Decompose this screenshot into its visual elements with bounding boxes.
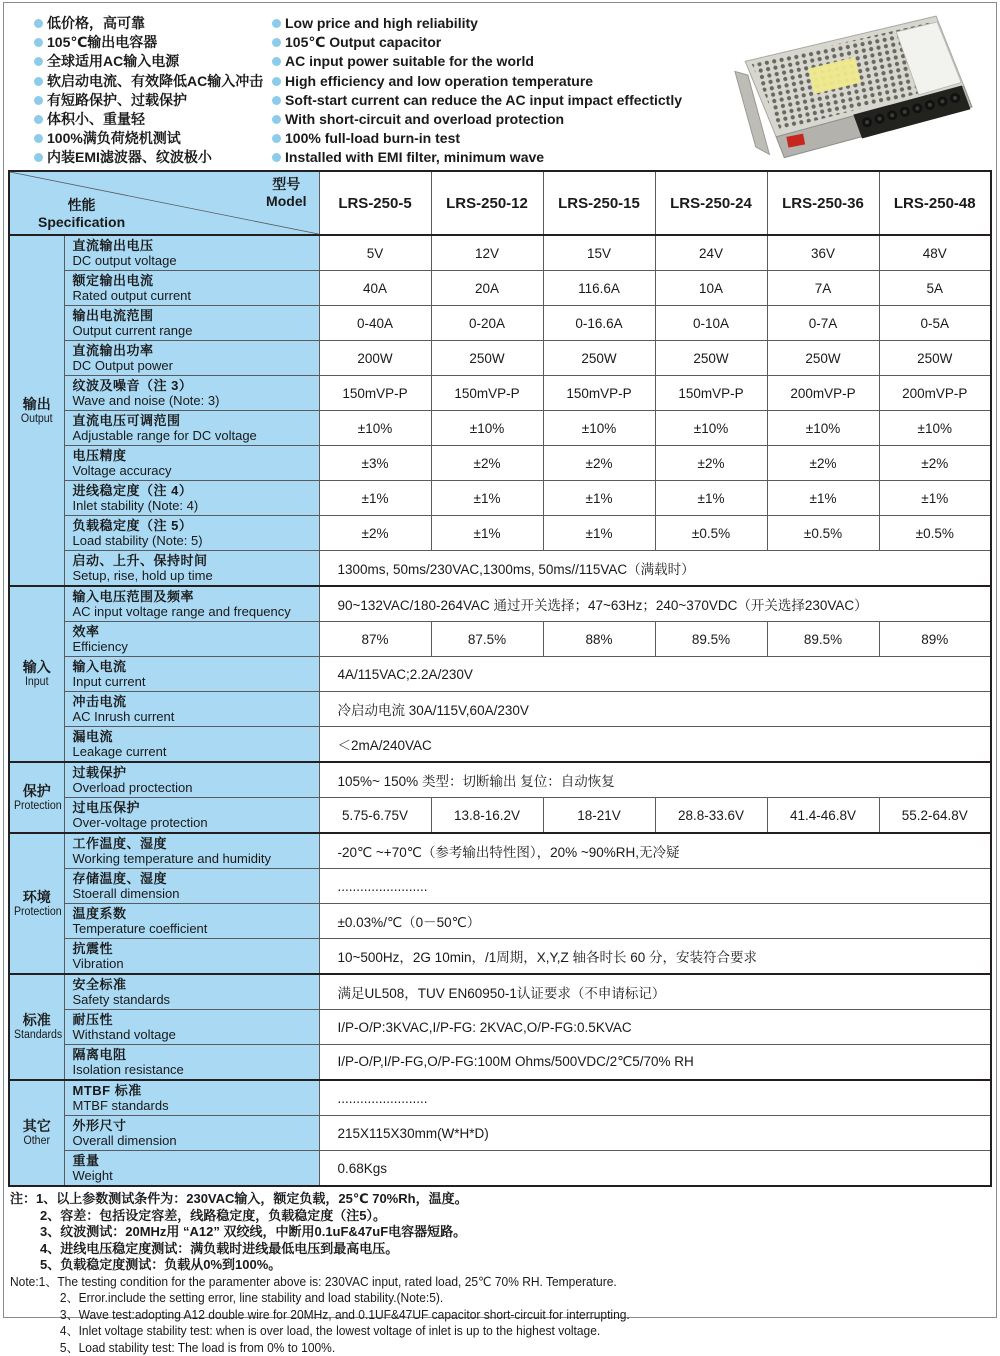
section-label — [9, 1080, 64, 1186]
row-label-zh: 耐压性 — [73, 1012, 315, 1027]
specification-table — [8, 170, 992, 1187]
spec-value: 200mVP-P — [879, 376, 991, 411]
note-line: 4、进线电压稳定度测试：满负载时进线最低电压到最高电压。 — [10, 1241, 990, 1258]
feature-text: 100% full-load burn-in test — [285, 129, 460, 148]
spec-value: ±1% — [879, 481, 991, 516]
notes-english — [10, 1274, 990, 1356]
row-label — [64, 411, 319, 446]
bullet-icon — [272, 153, 281, 162]
bullet-icon — [34, 134, 43, 143]
table-row — [9, 551, 991, 587]
note-line: 注：1、以上参数测试条件为：230VAC输入，额定负载，25℃ 70%Rh，温度。 — [10, 1191, 990, 1208]
bullet-icon — [34, 38, 43, 47]
row-label — [64, 306, 319, 341]
spec-value: ±10% — [767, 411, 879, 446]
row-label-zh: 外形尺寸 — [73, 1118, 315, 1133]
feature-text: 低价格，高可靠 — [47, 14, 145, 33]
row-label-zh: 工作温度、湿度 — [73, 836, 315, 851]
feature-item — [34, 110, 269, 129]
row-label — [64, 516, 319, 551]
spec-value: 89.5% — [655, 622, 767, 657]
spec-value: ±1% — [767, 481, 879, 516]
spec-value: 0-10A — [655, 306, 767, 341]
table-row — [9, 727, 991, 763]
row-label-en: Input current — [73, 674, 315, 689]
spec-value: 87.5% — [431, 622, 543, 657]
spec-value: 150mVP-P — [655, 376, 767, 411]
spec-value: 10A — [655, 271, 767, 306]
table-row — [9, 235, 991, 271]
table-row — [9, 833, 991, 869]
row-label — [64, 551, 319, 587]
note-line: 3、Wave test:adopting A12 double wire for 20MHz, and 0.1UF&47UF capacitor short-circuit for interrupting. — [10, 1307, 951, 1324]
table-row — [9, 411, 991, 446]
spec-value-span: 满足UL508，TUV EN60950-1认证要求（不申请标记） — [319, 974, 991, 1010]
row-label — [64, 271, 319, 306]
spec-value: 150mVP-P — [319, 376, 431, 411]
table-row — [9, 622, 991, 657]
table-row — [9, 762, 991, 798]
spec-value: 24V — [655, 235, 767, 271]
row-label — [64, 762, 319, 798]
spec-value: 88% — [543, 622, 655, 657]
feature-header — [0, 0, 1000, 170]
section-label — [9, 586, 64, 762]
table-row — [9, 939, 991, 975]
table-row — [9, 1080, 991, 1116]
spec-value: ±10% — [431, 411, 543, 446]
spec-value: 89% — [879, 622, 991, 657]
spec-value-span: I/P-O/P,I/P-FG,O/P-FG:100M Ohms/500VDC/2℃5/70% RH — [319, 1045, 991, 1081]
table-row — [9, 974, 991, 1010]
row-label — [64, 1010, 319, 1045]
row-label-en: MTBF standards — [73, 1098, 315, 1113]
feature-text: 全球适用AC输入电源 — [47, 52, 179, 71]
feature-item — [272, 110, 702, 129]
model-column-header: LRS-250-36 — [767, 171, 879, 235]
bullet-icon — [34, 57, 43, 66]
bullet-icon — [34, 96, 43, 105]
spec-value: 12V — [431, 235, 543, 271]
section-label-zh: 输出 — [12, 396, 62, 413]
row-label — [64, 1080, 319, 1116]
spec-value: 40A — [319, 271, 431, 306]
feature-item — [34, 52, 269, 71]
spec-value-span: 215X115X30mm(W*H*D) — [319, 1116, 991, 1151]
row-label-en: DC Output power — [73, 358, 315, 373]
section-label — [9, 762, 64, 833]
table-row — [9, 904, 991, 939]
bullet-icon — [272, 38, 281, 47]
note-line: Note:1、The testing condition for the paramenter above is: 230VAC input, rated load, 25℃ 70% RH. Temperature. — [10, 1274, 951, 1291]
section-label-zh: 输入 — [12, 659, 62, 676]
row-label-en: Working temperature and humidity — [73, 851, 315, 866]
bullet-icon — [34, 77, 43, 86]
spec-value: 0-7A — [767, 306, 879, 341]
feature-item — [34, 91, 269, 110]
row-label — [64, 798, 319, 834]
row-label-zh: 隔离电阻 — [73, 1047, 315, 1062]
row-label-en: Voltage accuracy — [73, 463, 315, 478]
section-label — [9, 974, 64, 1080]
spec-value: ±10% — [655, 411, 767, 446]
spec-value: 0-20A — [431, 306, 543, 341]
spec-value: 20A — [431, 271, 543, 306]
spec-value: ±1% — [543, 516, 655, 551]
spec-value: ±10% — [879, 411, 991, 446]
row-label — [64, 341, 319, 376]
spec-value-span: 4A/115VAC;2.2A/230V — [319, 657, 991, 692]
feature-list-english — [272, 14, 702, 168]
note-line: 2、Error.include the setting error, line stability and load stability.(Note:5). — [10, 1290, 951, 1307]
note-line: 5、负载稳定度测试：负载从0%到100%。 — [10, 1257, 990, 1274]
model-column-header: LRS-250-15 — [543, 171, 655, 235]
spec-value-span: ........................ — [319, 1080, 991, 1116]
row-label-en: Isolation resistance — [73, 1062, 315, 1077]
row-label — [64, 1116, 319, 1151]
section-label-en: Output — [14, 413, 60, 426]
spec-value: 5.75-6.75V — [319, 798, 431, 834]
note-line: 2、容差：包括设定容差，线路稳定度，负载稳定度（注5）。 — [10, 1208, 990, 1225]
row-label — [64, 622, 319, 657]
row-label-en: DC output voltage — [73, 253, 315, 268]
spec-value: ±10% — [543, 411, 655, 446]
spec-value-span: 90~132VAC/180-264VAC 通过开关选择；47~63Hz；240~370VDC（开关选择230VAC） — [319, 586, 991, 622]
header-spec-label: 性能 Specification — [38, 197, 125, 231]
feature-text: 内装EMI滤波器、纹波极小 — [47, 148, 212, 167]
feature-item — [272, 148, 702, 167]
row-label-en: Weight — [73, 1168, 315, 1183]
spec-value: ±0.5% — [655, 516, 767, 551]
spec-value: 48V — [879, 235, 991, 271]
spec-value: 28.8-33.6V — [655, 798, 767, 834]
row-label-zh: MTBF 标准 — [73, 1083, 315, 1098]
row-label-zh: 电压精度 — [73, 448, 315, 463]
feature-list-chinese — [34, 14, 269, 168]
table-row — [9, 1045, 991, 1081]
bullet-icon — [272, 57, 281, 66]
row-label-zh: 冲击电流 — [73, 694, 315, 709]
section-label-en: Protection — [14, 800, 60, 813]
table-row — [9, 271, 991, 306]
row-label-zh: 输出电流范围 — [73, 308, 315, 323]
row-label-zh: 进线稳定度（注 4） — [73, 483, 315, 498]
table-row — [9, 869, 991, 904]
spec-value: ±10% — [319, 411, 431, 446]
row-label — [64, 869, 319, 904]
row-label-zh: 漏电流 — [73, 729, 315, 744]
row-label-en: Wave and noise (Note: 3) — [73, 393, 315, 408]
row-label-en: Temperature coefficient — [73, 921, 315, 936]
row-label — [64, 446, 319, 481]
row-label-en: Rated output current — [73, 288, 315, 303]
row-label — [64, 1151, 319, 1187]
spec-value-span: 105%~ 150% 类型：切断输出 复位：自动恢复 — [319, 762, 991, 798]
spec-value: ±1% — [543, 481, 655, 516]
model-column-header: LRS-250-48 — [879, 171, 991, 235]
power-supply-illustration — [710, 12, 988, 162]
row-label-zh: 输入电压范围及频率 — [73, 589, 315, 604]
spec-value: 13.8-16.2V — [431, 798, 543, 834]
row-label-en: Efficiency — [73, 639, 315, 654]
row-label-en: Setup, rise, hold up time — [73, 568, 315, 583]
row-label-zh: 额定输出电流 — [73, 273, 315, 288]
spec-value: ±1% — [655, 481, 767, 516]
spec-value-span: I/P-O/P:3KVAC,I/P-FG: 2KVAC,O/P-FG:0.5KVAC — [319, 1010, 991, 1045]
spec-value: 36V — [767, 235, 879, 271]
row-label — [64, 586, 319, 622]
spec-value: 0-40A — [319, 306, 431, 341]
feature-text: High efficiency and low operation temperature — [285, 72, 593, 91]
row-label-en: AC input voltage range and frequency — [73, 604, 315, 619]
row-label-en: Safety standards — [73, 992, 315, 1007]
product-photo — [710, 12, 988, 162]
row-label-zh: 输入电流 — [73, 659, 315, 674]
bullet-icon — [272, 115, 281, 124]
section-label-zh: 其它 — [12, 1118, 62, 1135]
section-label-zh: 保护 — [12, 783, 62, 800]
row-label — [64, 1045, 319, 1081]
row-label — [64, 657, 319, 692]
feature-text: 软启动电流、有效降低AC输入冲击 — [47, 72, 263, 91]
bullet-icon — [272, 77, 281, 86]
row-label — [64, 833, 319, 869]
row-label-zh: 过电压保护 — [73, 800, 315, 815]
spec-value: 250W — [431, 341, 543, 376]
model-header-row — [9, 171, 991, 235]
row-label-zh: 启动、上升、保持时间 — [73, 553, 315, 568]
feature-item — [272, 14, 702, 33]
notes-chinese — [10, 1191, 990, 1274]
row-label-en: Overload proctection — [73, 780, 315, 795]
row-label-en: Load stability (Note: 5) — [73, 533, 315, 548]
spec-value-span: 0.68Kgs — [319, 1151, 991, 1187]
feature-text: 有短路保护、过载保护 — [47, 91, 187, 110]
row-label — [64, 235, 319, 271]
spec-value: ±2% — [767, 446, 879, 481]
row-label-zh: 过载保护 — [73, 765, 315, 780]
spec-value: ±2% — [543, 446, 655, 481]
spec-value-span: 1300ms, 50ms/230VAC,1300ms, 50ms//115VAC（满载时） — [319, 551, 991, 587]
spec-value: ±0.5% — [879, 516, 991, 551]
feature-text: 体积小、重量轻 — [47, 110, 145, 129]
spec-value: 250W — [879, 341, 991, 376]
section-label-en: Protection — [14, 906, 60, 919]
table-row — [9, 1116, 991, 1151]
table-row — [9, 446, 991, 481]
spec-value: ±1% — [319, 481, 431, 516]
row-label-en: Inlet stability (Note: 4) — [73, 498, 315, 513]
diagonal-header-cell — [9, 171, 319, 235]
spec-value: 5V — [319, 235, 431, 271]
spec-value: 18-21V — [543, 798, 655, 834]
feature-item — [34, 33, 269, 52]
bullet-icon — [272, 19, 281, 28]
feature-item — [272, 72, 702, 91]
spec-value-span: ........................ — [319, 869, 991, 904]
row-label — [64, 692, 319, 727]
row-label — [64, 727, 319, 763]
spec-value: 200W — [319, 341, 431, 376]
row-label-zh: 安全标准 — [73, 977, 315, 992]
spec-value: 15V — [543, 235, 655, 271]
feature-item — [34, 72, 269, 91]
row-label-en: Stoerall dimension — [73, 886, 315, 901]
section-label-zh: 标准 — [12, 1012, 62, 1029]
table-row — [9, 376, 991, 411]
model-column-header: LRS-250-5 — [319, 171, 431, 235]
spec-value: 116.6A — [543, 271, 655, 306]
row-label-zh: 负载稳定度（注 5） — [73, 518, 315, 533]
table-row — [9, 692, 991, 727]
spec-value: 89.5% — [767, 622, 879, 657]
table-row — [9, 481, 991, 516]
section-label — [9, 235, 64, 586]
row-label-zh: 效率 — [73, 624, 315, 639]
row-label-en: Output current range — [73, 323, 315, 338]
table-row — [9, 341, 991, 376]
spec-value: 150mVP-P — [431, 376, 543, 411]
feature-item — [34, 148, 269, 167]
feature-text: Installed with EMI filter, minimum wave — [285, 148, 544, 167]
feature-item — [272, 52, 702, 71]
note-line: 4、Inlet voltage stability test: when is over load, the lowest voltage of inlet is up to the highest voltage. — [10, 1323, 951, 1340]
spec-value: ±2% — [655, 446, 767, 481]
spec-value-span: ±0.03%/℃（0－50℃） — [319, 904, 991, 939]
row-label — [64, 481, 319, 516]
section-label-en: Standards — [14, 1029, 60, 1042]
spec-value-span: -20℃ ~+70℃（参考输出特性图），20% ~90%RH,无冷疑 — [319, 833, 991, 869]
row-label-en: Leakage current — [73, 744, 315, 759]
notes-section — [10, 1191, 990, 1356]
spec-value: ±2% — [879, 446, 991, 481]
spec-value: 87% — [319, 622, 431, 657]
row-label — [64, 376, 319, 411]
row-label-zh: 重量 — [73, 1153, 315, 1168]
bullet-icon — [34, 153, 43, 162]
spec-value: 250W — [655, 341, 767, 376]
row-label-zh: 纹波及噪音（注 3） — [73, 378, 315, 393]
row-label-en: Withstand voltage — [73, 1027, 315, 1042]
bullet-icon — [272, 96, 281, 105]
spec-value-span: 冷启动电流 30A/115V,60A/230V — [319, 692, 991, 727]
spec-value: ±1% — [431, 481, 543, 516]
section-label-en: Input — [14, 676, 60, 689]
feature-text: Low price and high reliability — [285, 14, 478, 33]
section-label — [9, 833, 64, 974]
bullet-icon — [272, 134, 281, 143]
row-label — [64, 904, 319, 939]
table-row — [9, 516, 991, 551]
row-label-zh: 直流电压可调范围 — [73, 413, 315, 428]
feature-item — [272, 91, 702, 110]
spec-value: ±1% — [431, 516, 543, 551]
spec-value: 41.4-46.8V — [767, 798, 879, 834]
spec-value: 5A — [879, 271, 991, 306]
row-label-zh: 温度系数 — [73, 906, 315, 921]
model-column-header: LRS-250-12 — [431, 171, 543, 235]
row-label — [64, 974, 319, 1010]
table-row — [9, 1151, 991, 1187]
row-label-zh: 抗震性 — [73, 941, 315, 956]
bullet-icon — [34, 19, 43, 28]
section-label-zh: 环境 — [12, 889, 62, 906]
feature-item — [34, 129, 269, 148]
spec-value: 250W — [767, 341, 879, 376]
table-row — [9, 798, 991, 834]
feature-text: AC input power suitable for the world — [285, 52, 534, 71]
spec-value: 0-5A — [879, 306, 991, 341]
row-label-en: AC Inrush current — [73, 709, 315, 724]
spec-value: 7A — [767, 271, 879, 306]
spec-value: 250W — [543, 341, 655, 376]
feature-text: With short-circuit and overload protection — [285, 110, 564, 129]
row-label-en: Adjustable range for DC voltage — [73, 428, 315, 443]
note-line: 5、Load stability test: The load is from 0% to 100%. — [10, 1340, 951, 1356]
spec-value: 200mVP-P — [767, 376, 879, 411]
row-label-en: Vibration — [73, 956, 315, 971]
bullet-icon — [34, 115, 43, 124]
row-label-zh: 存储温度、湿度 — [73, 871, 315, 886]
spec-value-span: ＜2mA/240VAC — [319, 727, 991, 763]
header-model-label: 型号 Model — [266, 176, 306, 210]
feature-text: 105℃输出电容器 — [47, 33, 157, 52]
table-row — [9, 657, 991, 692]
row-label-zh: 直流输出功率 — [73, 343, 315, 358]
feature-text: 105℃ Output capacitor — [285, 33, 441, 52]
feature-item — [272, 33, 702, 52]
feature-text: 100%满负荷烧机测试 — [47, 129, 181, 148]
spec-value: ±0.5% — [767, 516, 879, 551]
row-label-en: Over-voltage protection — [73, 815, 315, 830]
section-label-en: Other — [14, 1135, 60, 1148]
spec-value: ±2% — [319, 516, 431, 551]
note-line: 3、纹波测试：20MHz用 “A12” 双绞线，中断用0.1uF&47uF电容器短路。 — [10, 1224, 990, 1241]
feature-text: Soft-start current can reduce the AC input impact effectictly — [285, 91, 682, 110]
table-row — [9, 586, 991, 622]
feature-item — [34, 14, 269, 33]
table-row — [9, 1010, 991, 1045]
table-row — [9, 306, 991, 341]
spec-value: 55.2-64.8V — [879, 798, 991, 834]
feature-item — [272, 129, 702, 148]
spec-value-span: 10~500Hz，2G 10min，/1周期，X,Y,Z 轴各时长 60 分，安装符合要求 — [319, 939, 991, 975]
spec-value: ±3% — [319, 446, 431, 481]
spec-value: 150mVP-P — [543, 376, 655, 411]
row-label-zh: 直流输出电压 — [73, 238, 315, 253]
model-column-header: LRS-250-24 — [655, 171, 767, 235]
row-label-en: Overall dimension — [73, 1133, 315, 1148]
row-label — [64, 939, 319, 975]
spec-value: 0-16.6A — [543, 306, 655, 341]
spec-value: ±2% — [431, 446, 543, 481]
